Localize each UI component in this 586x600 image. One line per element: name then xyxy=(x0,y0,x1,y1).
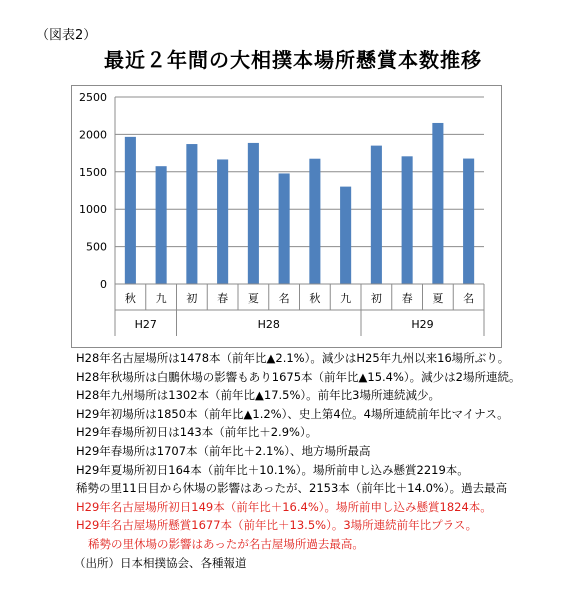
x-tick-label: 初 xyxy=(370,292,382,305)
x-tick-label: 九 xyxy=(340,292,352,305)
x-tick-label: 九 xyxy=(155,292,167,305)
x-tick-label: 秋 xyxy=(309,292,321,305)
figure-label: （図表2） xyxy=(36,28,97,43)
note-line-highlight: H29年名古屋場所懸賞1677本（前年比＋13.5%）。3場所連続前年比プラス。 xyxy=(76,518,478,533)
bar xyxy=(402,156,413,284)
source-note: （出所）日本相撲協会、各種報道 xyxy=(74,555,247,570)
note-line: H28年九州場所は1302本（前年比▲17.5%）。前年比3場所連続減少。 xyxy=(76,388,440,403)
y-tick-label: 1500 xyxy=(79,165,107,179)
y-tick-label: 2000 xyxy=(79,128,107,142)
y-tick-label: 2500 xyxy=(79,91,107,104)
bar xyxy=(248,143,259,284)
x-tick-label: 名 xyxy=(463,292,475,305)
note-line: H29年春場所初日は143本（前年比＋2.9%）。 xyxy=(76,425,318,440)
bar xyxy=(217,159,228,284)
note-line-highlight: 稀勢の里休場の影響はあったが名古屋場所過去最高。 xyxy=(88,536,364,551)
x-tick-label: 夏 xyxy=(432,292,444,305)
x-tick-label: 秋 xyxy=(124,292,136,305)
note-line-highlight: H29年名古屋場所初日149本（前年比＋16.4%）。場所前申し込み懸賞1824本。 xyxy=(76,499,492,514)
note-line: H29年春場所は1707本（前年比＋2.1%）、地方場所最高 xyxy=(76,443,371,458)
note-line: H28年秋場所は白鵬休場の影響もあり1675本（前年比▲15.4%）。減少は2場所連続。 xyxy=(76,369,521,384)
bar xyxy=(432,123,443,284)
bar-chart xyxy=(72,86,501,347)
year-group-label: H27 xyxy=(134,318,157,331)
bar xyxy=(371,146,382,284)
x-tick-label: 夏 xyxy=(247,292,259,305)
bar xyxy=(156,166,167,284)
note-line: H28年名古屋場所は1478本（前年比▲2.1%）。減少はH25年九州以来16場所ぶり。 xyxy=(76,351,510,365)
x-tick-label: 春 xyxy=(401,292,413,305)
x-tick-label: 名 xyxy=(278,292,290,305)
bar xyxy=(340,187,351,284)
y-tick-label: 500 xyxy=(86,240,107,254)
chart-title: 最近２年間の大相撲本場所懸賞本数推移 xyxy=(104,48,482,72)
notes-list xyxy=(76,349,521,572)
y-tick-label: 0 xyxy=(100,278,107,291)
y-tick-label: 1000 xyxy=(79,203,107,217)
note-line: H29年夏場所初日164本（前年比＋10.1%）。場所前申し込み懸賞2219本。 xyxy=(76,462,469,477)
year-group-label: H28 xyxy=(257,318,280,331)
bar xyxy=(463,159,474,284)
note-line: H29年初場所は1850本（前年比▲1.2%）、史上第4位。4場所連続前年比マイナス。 xyxy=(76,406,509,421)
bar xyxy=(279,173,290,284)
note-line: 稀勢の里11日目から休場の影響はあったが、2153本（前年比＋14.0%）。過去最高 xyxy=(76,481,508,496)
bar xyxy=(186,144,197,284)
bar xyxy=(309,159,320,284)
chart-frame xyxy=(71,85,502,348)
bar xyxy=(125,137,136,284)
x-tick-label: 春 xyxy=(217,292,229,305)
x-tick-label: 初 xyxy=(186,292,198,305)
year-group-label: H29 xyxy=(411,318,434,331)
